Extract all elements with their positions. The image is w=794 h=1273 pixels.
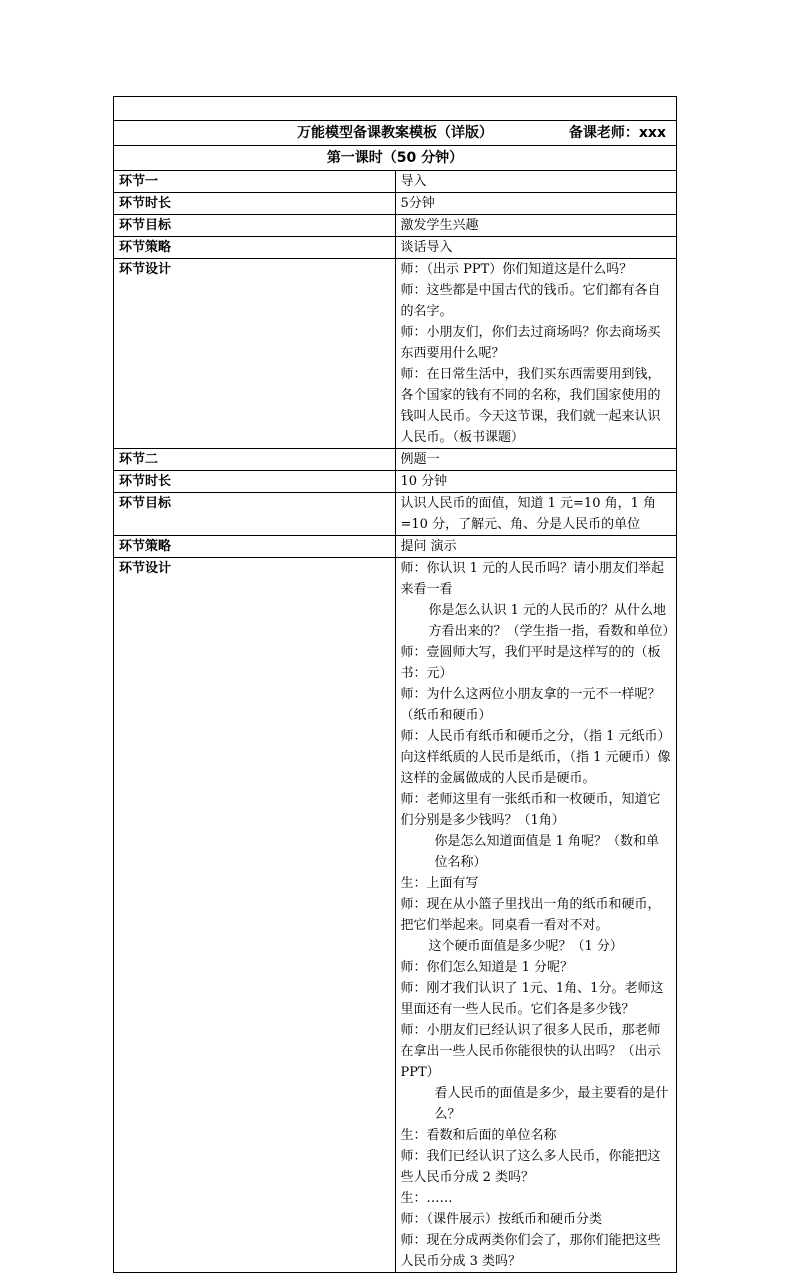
label-strategy: 环节策略 bbox=[114, 237, 396, 259]
design-line: 师：人民币有纸币和硬币之分，（指 1 元纸币）向这样纸质的人民币是纸币，（指 1 元硬币）像这样的金属做成的人民币是硬币。 bbox=[400, 729, 671, 786]
part2-duration-row bbox=[114, 471, 677, 493]
part1-goal: 激发学生兴趣 bbox=[395, 215, 677, 237]
lesson-plan-table bbox=[113, 96, 677, 1273]
part1-strategy-row bbox=[114, 237, 677, 259]
design-line: 师：（课件展示）按纸币和硬币分类 bbox=[400, 1212, 603, 1227]
design-line: 师：你认识 1 元的人民币吗？请小朋友们举起来看一看 bbox=[400, 561, 665, 597]
part1-name-row bbox=[114, 171, 677, 193]
design-line: 师：刚才我们认识了 1元、1角、1分。老师这里面还有一些人民币。它们各是多少钱？ bbox=[400, 981, 664, 1017]
lesson-row bbox=[114, 146, 677, 171]
design-line: 师：小朋友们，你们去过商场吗？你去商场买东西要用什么呢？ bbox=[400, 325, 661, 361]
design-line: 师：壹圆师大写，我们平时是这样写的的（板书：元） bbox=[400, 645, 661, 681]
part2-design-row bbox=[114, 558, 677, 1273]
design-line: 这个硬币面值是多少呢？（1 分） bbox=[428, 939, 623, 954]
empty-cell bbox=[114, 97, 677, 121]
label-section2: 环节二 bbox=[114, 449, 396, 471]
design-line: 师：小朋友们已经认识了很多人民币，那老师在拿出一些人民币你能很快的认出吗？（出示 PPT） bbox=[400, 1023, 661, 1080]
design-line: 师：我们已经认识了这么多人民币，你能把这些人民币分成 2 类吗？ bbox=[400, 1149, 661, 1185]
design-line: 你是怎么知道面值是 1 角呢？（数和单位名称） bbox=[434, 834, 660, 870]
part1-duration: 5分钟 bbox=[395, 193, 677, 215]
part2-name-row bbox=[114, 449, 677, 471]
design-line: 师：老师这里有一张纸币和一枚硬币，知道它们分别是多少钱吗？（1角） bbox=[400, 792, 661, 828]
part2-duration: 10 分钟 bbox=[395, 471, 677, 493]
lesson-plan-sheet bbox=[113, 96, 677, 1273]
part2-design bbox=[395, 558, 677, 1273]
part1-duration-row bbox=[114, 193, 677, 215]
part1-strategy: 谈话导入 bbox=[395, 237, 677, 259]
empty-top-row bbox=[114, 97, 677, 121]
design-line: 师：这些都是中国古代的钱币。它们都有各自的名字。 bbox=[400, 283, 661, 319]
part2-strategy: 提问 演示 bbox=[395, 536, 677, 558]
part2-goal-row bbox=[114, 493, 677, 536]
part1-design bbox=[395, 259, 677, 449]
document-title: 万能模型备课教案模板（详版） bbox=[297, 125, 493, 141]
design-line: 师：在日常生活中，我们买东西需要用到钱，各个国家的钱有不同的名称，我们国家使用的钱叫人民币。今天这节课，我们就一起来认识人民币。（板书课题） bbox=[400, 367, 661, 445]
title-cell bbox=[114, 121, 677, 146]
teacher-label: 备课老师：xxx bbox=[568, 125, 666, 141]
part1-name: 导入 bbox=[395, 171, 677, 193]
part2-name: 例题一 bbox=[395, 449, 677, 471]
design-line: 生：上面有写 bbox=[400, 876, 479, 891]
label-goal: 环节目标 bbox=[114, 493, 396, 536]
label-goal: 环节目标 bbox=[114, 215, 396, 237]
label-design: 环节设计 bbox=[114, 259, 396, 449]
design-line: 师：你们怎么知道是 1 分呢？ bbox=[400, 960, 574, 975]
design-line: 师：现在分成两类你们会了，那你们能把这些人民币分成 3 类吗？ bbox=[400, 1233, 661, 1269]
lesson-title: 第一课时（50 分钟） bbox=[114, 146, 677, 171]
part2-strategy-row bbox=[114, 536, 677, 558]
part2-goal: 认识人民币的面值，知道 1 元=10 角，1 角=10 分，了解元、角、分是人民币的单位 bbox=[395, 493, 677, 536]
design-line: 师：为什么这两位小朋友拿的一元不一样呢？（纸币和硬币） bbox=[400, 687, 661, 723]
design-line: 看人民币的面值是多少，最主要看的是什么？ bbox=[434, 1086, 669, 1122]
part1-design-row bbox=[114, 259, 677, 449]
part1-goal-row bbox=[114, 215, 677, 237]
design-line: 你是怎么认识 1 元的人民币的？从什么地方看出来的？（学生指一指，看数和单位） bbox=[428, 603, 676, 639]
label-duration: 环节时长 bbox=[114, 193, 396, 215]
design-line: 师：（出示 PPT）你们知道这是什么吗？ bbox=[400, 262, 633, 277]
label-duration: 环节时长 bbox=[114, 471, 396, 493]
title-row bbox=[114, 121, 677, 146]
label-design: 环节设计 bbox=[114, 558, 396, 1273]
label-strategy: 环节策略 bbox=[114, 536, 396, 558]
design-line: 生：…… bbox=[400, 1191, 453, 1206]
design-line: 生：看数和后面的单位名称 bbox=[400, 1128, 557, 1143]
label-section1: 环节一 bbox=[114, 171, 396, 193]
design-line: 师：现在从小篮子里找出一角的纸币和硬币，把它们举起来。同桌看一看对不对。 bbox=[400, 897, 661, 933]
